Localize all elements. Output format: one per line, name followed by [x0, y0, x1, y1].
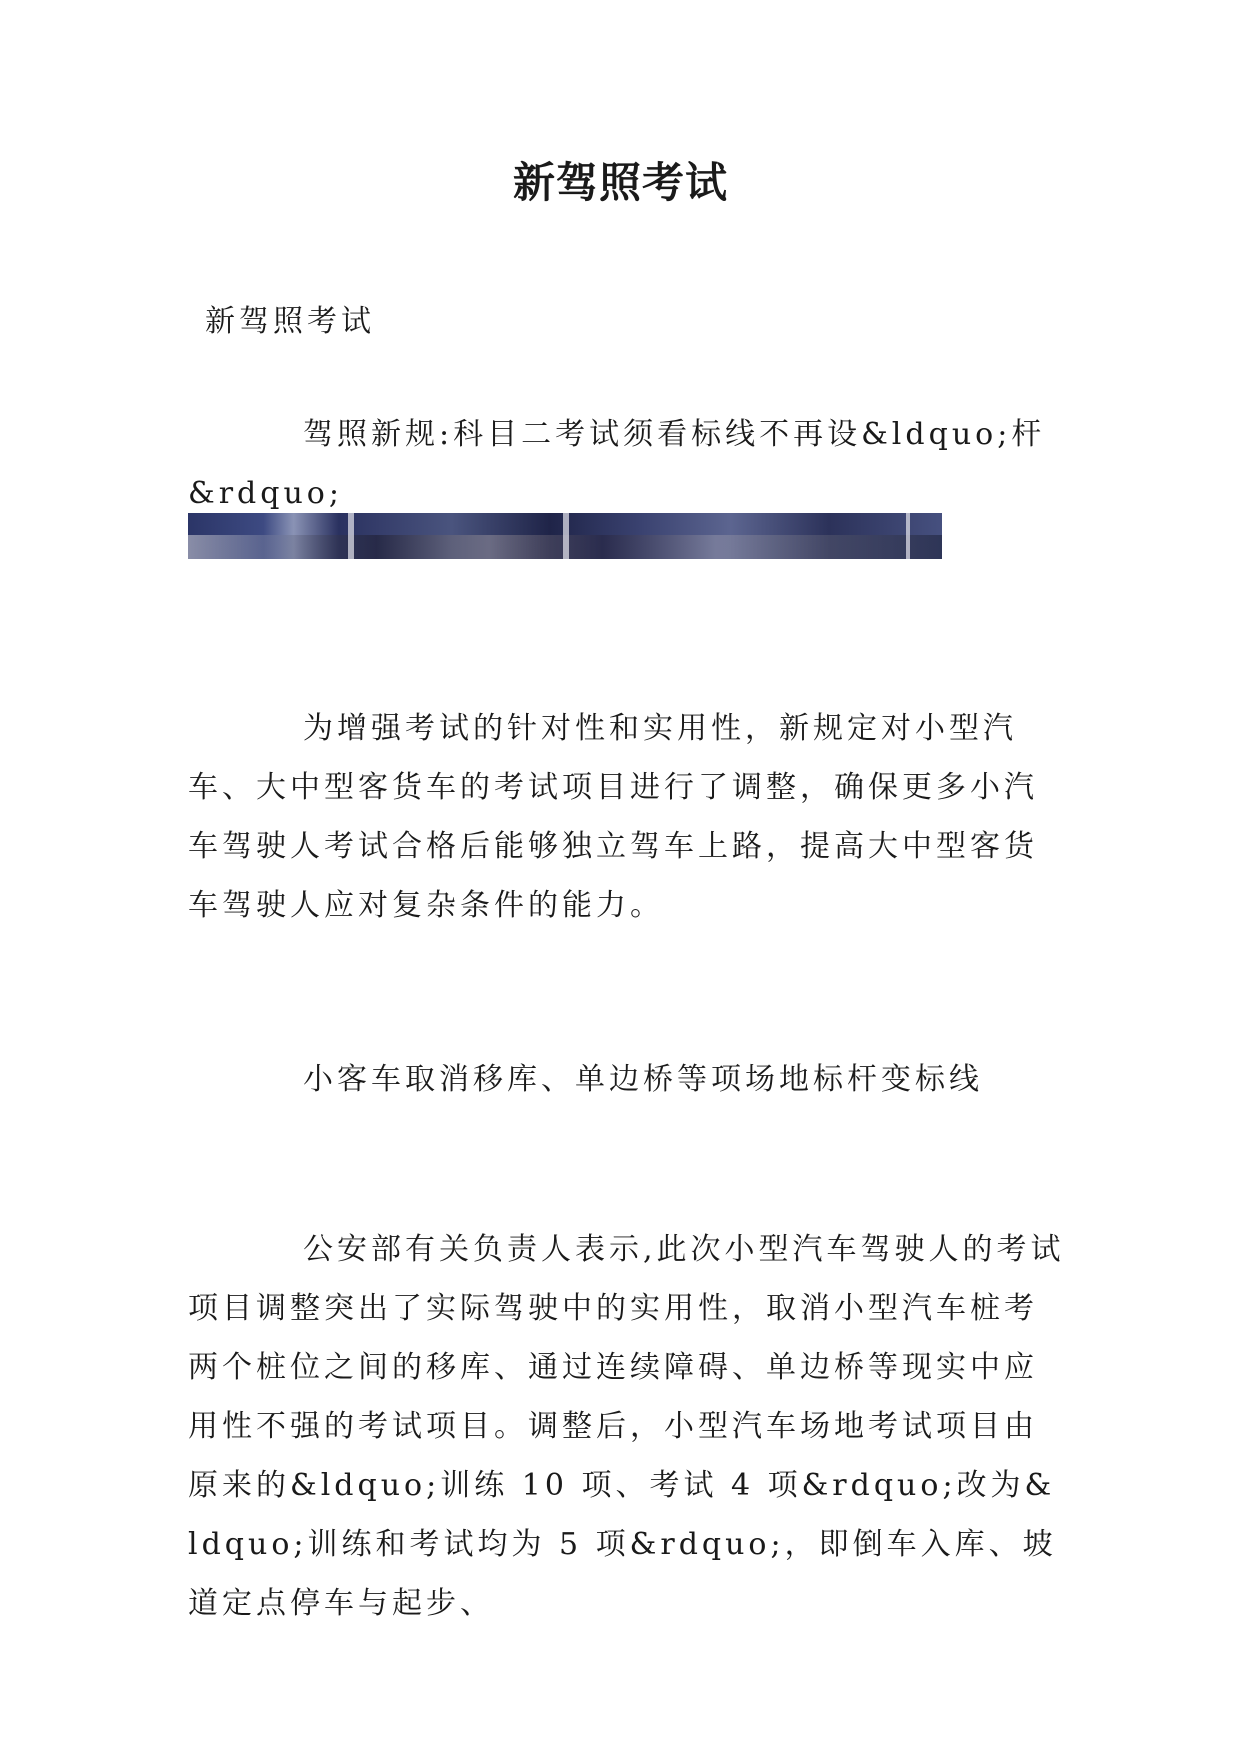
photo-highlight	[563, 513, 569, 559]
page-title: 新驾照考试	[512, 158, 728, 207]
photo-highlight	[348, 513, 354, 559]
paragraph-section-heading: 小客车取消移库、单边桥等项场地标杆变标线	[303, 1062, 983, 1097]
paragraph-regulation-heading: 驾照新规:科目二考试须看标线不再设&ldquo;杆&rdquo;	[188, 417, 1046, 511]
paragraph-intro: 为增强考试的针对性和实用性，新规定对小型汽车、大中型客货车的考试项目进行了调整，确保更多小汽车驾驶人考试合格后能够独立驾车上路，提高大中型客货车驾驶人应对复杂条件的能力。	[188, 711, 1038, 923]
article-photo	[188, 513, 942, 559]
document-subtitle: 新驾照考试	[205, 304, 375, 339]
photo-highlight	[906, 513, 910, 559]
paragraph-details: 公安部有关负责人表示,此次小型汽车驾驶人的考试项目调整突出了实际驾驶中的实用性，取消小型汽车桩考两个桩位之间的移库、通过连续障碍、单边桥等现实中应用性不强的考试项目。调整后，小型汽车场地考试项目由原来的&ldquo;训练 10 项、考试 4 项&rdquo;改为&ldquo;训练和考试均为 5 项&rdquo;，即倒车入库、坡道定点停车与起步、	[188, 1232, 1065, 1621]
